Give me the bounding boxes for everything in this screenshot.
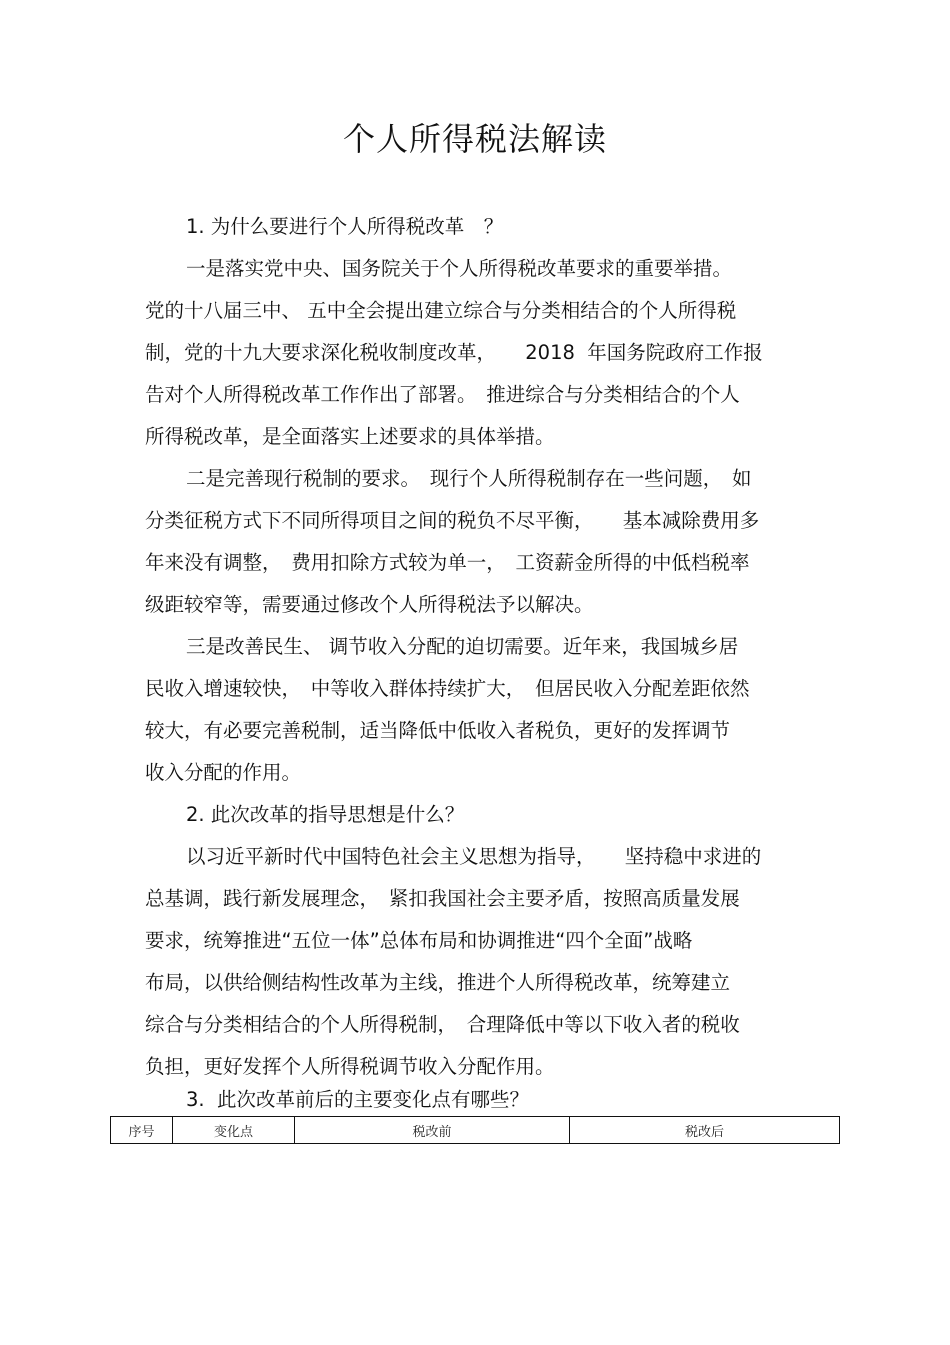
paragraph-line: 以习近平新时代中国特色社会主义思想为指导， 坚持稳中求进的: [186, 845, 762, 868]
paragraph-line: 负担，更好发挥个人所得税调节收入分配作用。: [145, 1055, 555, 1078]
paragraph-line: 制，党的十九大要求深化税收制度改革， 2018 年国务院政府工作报: [145, 341, 763, 364]
paragraph-line: 综合与分类相结合的个人所得税制， 合理降低中等以下收入者的税收: [145, 1013, 740, 1036]
page-title: 个人所得税法解读: [342, 120, 607, 158]
paragraph-line: 党的十八届三中、 五中全会提出建立综合与分类相结合的个人所得税: [145, 299, 737, 322]
paragraph-line: 民收入增速较快， 中等收入群体持续扩大， 但居民收入分配差距依然: [145, 677, 750, 700]
paragraph-line: 较大，有必要完善税制，适当降低中低收入者税负，更好的发挥调节: [145, 719, 731, 742]
paragraph-line: 所得税改革，是全面落实上述要求的具体举措。: [145, 425, 555, 448]
paragraph-line: 总基调，践行新发展理念， 紧扣我国社会主要矛盾，按照高质量发展: [145, 887, 740, 910]
table-header-index: 序号: [111, 1117, 173, 1143]
table-header-before-reform: 税改前: [295, 1117, 570, 1143]
paragraph-line: 级距较窄等，需要通过修改个人所得税法予以解决。: [145, 593, 594, 616]
paragraph-line: 告对个人所得税改革工作作出了部署。 推进综合与分类相结合的个人: [145, 383, 740, 406]
paragraph-line: 收入分配的作用。: [145, 761, 302, 784]
paragraph-line: 要求，统筹推进“五位一体”总体布局和协调推进“四个全面”战略: [145, 929, 693, 952]
table-header-after-reform: 税改后: [684, 1124, 724, 1140]
table-header-change-point: 变化点: [173, 1117, 295, 1143]
paragraph-line: 年来没有调整， 费用扣除方式较为单一， 工资薪金所得的中低档税率: [145, 551, 750, 574]
question-3-heading: 3. 此次改革前后的主要变化点有哪些？: [186, 1088, 530, 1111]
paragraph-line: 一是落实党中央、国务院关于个人所得税改革要求的重要举措。: [186, 257, 733, 280]
changes-table: [110, 1116, 840, 1144]
paragraph-line: 三是改善民生、 调节收入分配的迫切需要。近年来，我国城乡居: [186, 635, 739, 658]
question-2-heading: 2. 此次改革的指导思想是什么？: [186, 803, 465, 826]
paragraph-line: 二是完善现行税制的要求。 现行个人所得税制存在一些问题， 如: [186, 467, 752, 490]
paragraph-line: 布局，以供给侧结构性改革为主线，推进个人所得税改革，统筹建立: [145, 971, 731, 994]
paragraph-line: 分类征税方式下不同所得项目之间的税负不尽平衡， 基本减除费用多: [145, 509, 760, 532]
question-1-heading: 1. 为什么要进行个人所得税改革 ？: [186, 215, 504, 238]
